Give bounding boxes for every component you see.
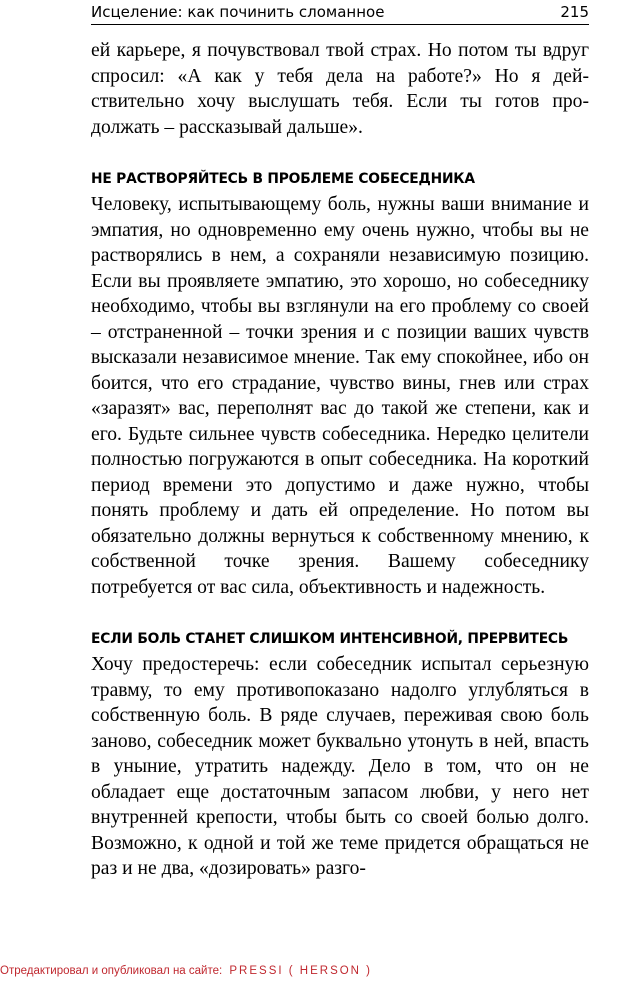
- page-body: [91, 38, 589, 882]
- running-header: [91, 2, 589, 25]
- section-heading-pain: ЕСЛИ БОЛЬ СТАНЕТ СЛИШКОМ ИНТЕНСИВНОЙ, ПРЕРВИТЕСЬ: [91, 631, 569, 647]
- watermark-site: : PRESSI ( HERSON ): [219, 965, 373, 977]
- section-paragraph-dissolve: Человеку, испытывающему боль, нужны ваши внимание и эмпатия, но одновременно ему очень нужно, чтобы вы не растворялись в нем, а сохраняли независимую позицию. Если вы проявляете эмпатию, это хорошо, но собеседнику необходимо, чтобы вы взглянули на его проблему со своей – отстраненной – точки зрения и с позиции ваших чувств высказали независимое мнение. Так ему спокойнее, ибо он боится, что его страдание, чувство вины, гнев или страх «заразят» вас, переполнят вас до такой же степени, как и его. Будьте сильнее чувств собеседника. Нередко целители полностью погружаются в опыт собеседника. На короткий период времени это допустимо и даже нужно, чтобы понять проблему и дать ей определение. Но потом вы обязательно должны вернуться к собственному мнению, к собственной точке зрения. Вашему собеседнику потребуется от вас сила, объективность и надежность.: [91, 194, 589, 598]
- section-paragraph-pain: Хочу предостеречь: если собеседник испытал серьезную травму, то ему противопоказано надолго углубляться в собственную боль. В ряде случаев, переживая свою боль заново, собеседник может буквально утонуть в ней, впасть в уныние, утратить надежду. Дело в том, что он не обладает еще достаточным запасом любви, у него нет внутренней крепости, чтобы быть со своей болью долго. Возможно, к одной и той же теме придется обращаться не раз и не два, «дозировать» разго-: [91, 654, 589, 879]
- running-title: Исцеление: как починить сломанное: [91, 3, 385, 21]
- watermark-footer: [0, 965, 372, 977]
- page-number: 215: [560, 3, 589, 21]
- intro-paragraph: ей карьере, я почувствовал твой страх. Но потом ты вдруг спросил: «А как у тебя дела на работе?» Но я действительно хочу выслушать тебя. Если ты готов продолжать – рассказывай дальше».: [91, 40, 589, 138]
- watermark-text: Отредактировал и опубликовал на сайте: [0, 965, 219, 977]
- section-heading-dissolve: НЕ РАСТВОРЯЙТЕСЬ В ПРОБЛЕМЕ СОБЕСЕДНИКА: [91, 171, 475, 187]
